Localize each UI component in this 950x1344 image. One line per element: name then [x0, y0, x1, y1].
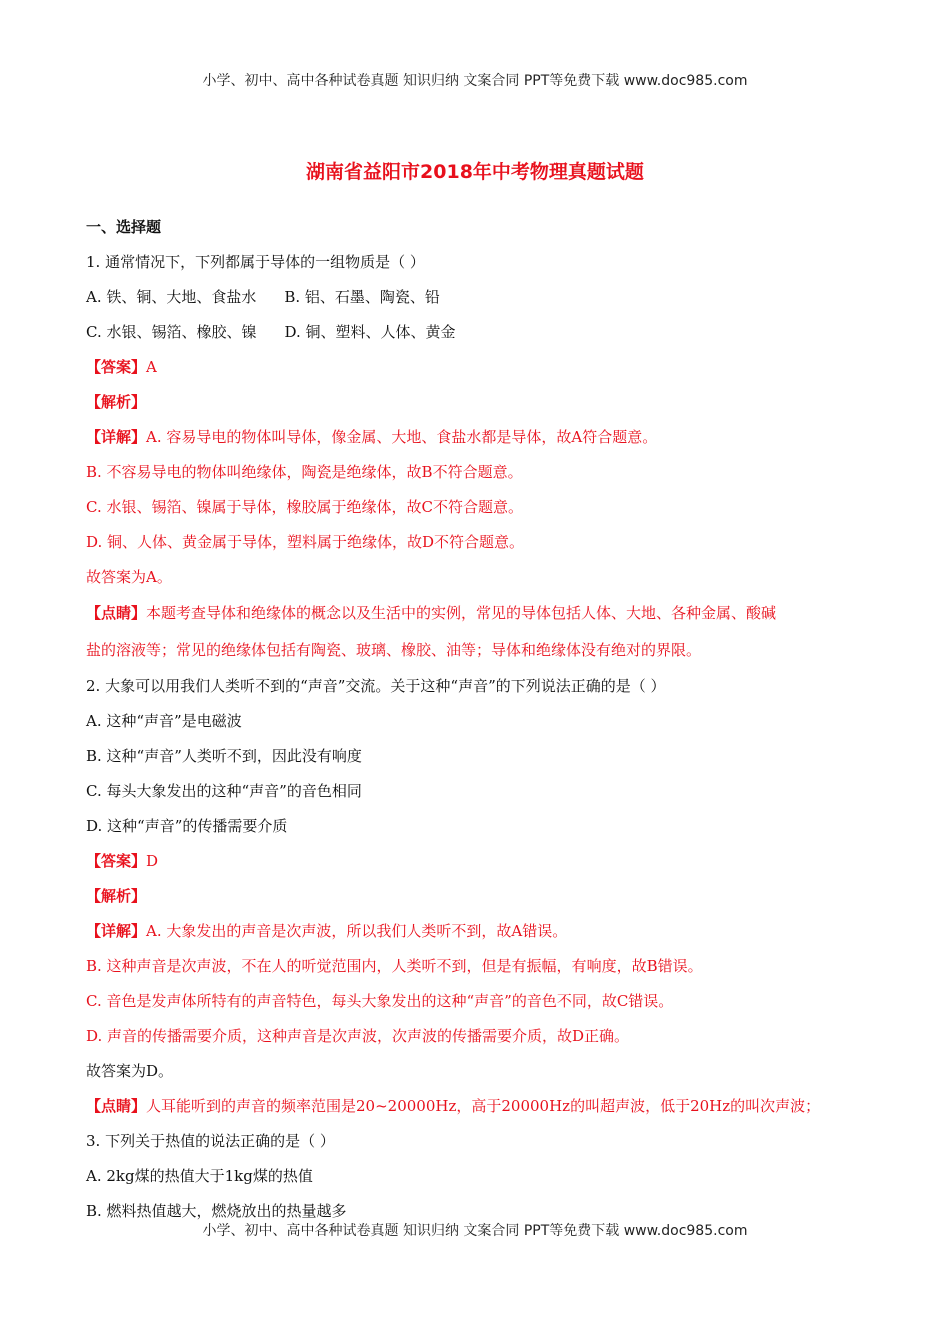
answer-value: D: [146, 852, 159, 870]
question-2-detail-1: [86, 914, 876, 949]
question-1-note: [86, 595, 876, 669]
section-heading: 一、选择题: [86, 218, 162, 236]
footer-banner: 小学、初中、高中各种试卷真题 知识归纳 文案合同 PPT等免费下载 www.doc985.com: [202, 1223, 748, 1239]
question-2-analysis-tag: 【解析】: [86, 887, 147, 905]
note-tag: 【点睛】: [86, 1097, 147, 1115]
question-1-analysis-tag: 【解析】: [86, 393, 147, 411]
question-2-detail-3: C. 音色是发声体所特有的声音特色，每头大象发出的这种“声音”的音色不同，故C错误。: [86, 992, 674, 1010]
question-1-option-a: A. 铁、铜、大地、食盐水: [86, 288, 257, 306]
question-2-note: [86, 1089, 876, 1124]
question-3-option-a: A. 2kg煤的热值大于1kg煤的热值: [86, 1167, 313, 1185]
detail-text: A. 大象发出的声音是次声波，所以我们人类听不到，故A错误。: [146, 922, 568, 940]
question-1-option-b: B. 铝、石墨、陶瓷、铅: [284, 288, 440, 306]
question-1-option-c: C. 水银、锡箔、橡胶、镍: [86, 323, 257, 341]
question-1-answer: [86, 350, 876, 385]
header-banner: 小学、初中、高中各种试卷真题 知识归纳 文案合同 PPT等免费下载 www.doc985.com: [202, 73, 748, 89]
answer-tag: 【答案】: [86, 852, 147, 870]
question-2-detail-4: D. 声音的传播需要介质，这种声音是次声波，次声波的传播需要介质，故D正确。: [86, 1027, 630, 1045]
note-text-1: 本题考查导体和绝缘体的概念以及生活中的实例，常见的导体包括人体、大地、各种金属、酸碱: [146, 604, 777, 622]
question-2-option-c: C. 每头大象发出的这种“声音”的音色相同: [86, 782, 362, 800]
question-2-detail-2: B. 这种声音是次声波，不在人的听觉范围内，人类听不到，但是有振幅，有响度，故B错误。: [86, 957, 703, 975]
question-1-options-cd: [86, 315, 876, 350]
note-tag: 【点睛】: [86, 604, 147, 622]
answer-value: A: [146, 358, 157, 376]
question-2-option-a: A. 这种“声音”是电磁波: [86, 712, 242, 730]
question-2-stem: 2. 大象可以用我们人类听不到的“声音”交流。关于这种“声音”的下列说法正确的是（ ）: [86, 677, 666, 695]
question-1-detail-3: C. 水银、锡箔、镍属于导体，橡胶属于绝缘体，故C不符合题意。: [86, 498, 523, 516]
question-1-option-d: D. 铜、塑料、人体、黄金: [284, 323, 456, 341]
question-1-conclusion: 故答案为A。: [86, 568, 172, 586]
detail-text: A. 容易导电的物体叫导体，像金属、大地、食盐水都是导体，故A符合题意。: [146, 428, 658, 446]
note-text-1: 人耳能听到的声音的频率范围是20~20000Hz，高于20000Hz的叫超声波，低于20Hz的叫次声波；: [146, 1097, 821, 1115]
answer-tag: 【答案】: [86, 358, 147, 376]
question-2-answer: [86, 844, 876, 879]
detail-tag: 【详解】: [86, 922, 147, 940]
question-2-option-d: D. 这种“声音”的传播需要介质: [86, 817, 288, 835]
page-title: 湖南省益阳市2018年中考物理真题试题: [306, 161, 644, 183]
question-2-option-b: B. 这种“声音”人类听不到，因此没有响度: [86, 747, 362, 765]
question-1-options-ab: [86, 280, 876, 315]
question-3-stem: 3. 下列关于热值的说法正确的是（ ）: [86, 1132, 335, 1150]
question-1-detail-4: D. 铜、人体、黄金属于导体，塑料属于绝缘体，故D不符合题意。: [86, 533, 525, 551]
question-1-detail-2: B. 不容易导电的物体叫绝缘体，陶瓷是绝缘体，故B不符合题意。: [86, 463, 523, 481]
document-body: [86, 210, 876, 1229]
note-text-2: 盐的溶液等；常见的绝缘体包括有陶瓷、玻璃、橡胶、油等；导体和绝缘体没有绝对的界限。: [86, 641, 702, 659]
question-1-stem: 1. 通常情况下，下列都属于导体的一组物质是（ ）: [86, 253, 425, 271]
question-2-conclusion: 故答案为D。: [86, 1062, 174, 1080]
detail-tag: 【详解】: [86, 428, 147, 446]
question-1-detail-1: [86, 420, 876, 455]
question-3-option-b: B. 燃料热值越大，燃烧放出的热量越多: [86, 1202, 347, 1220]
